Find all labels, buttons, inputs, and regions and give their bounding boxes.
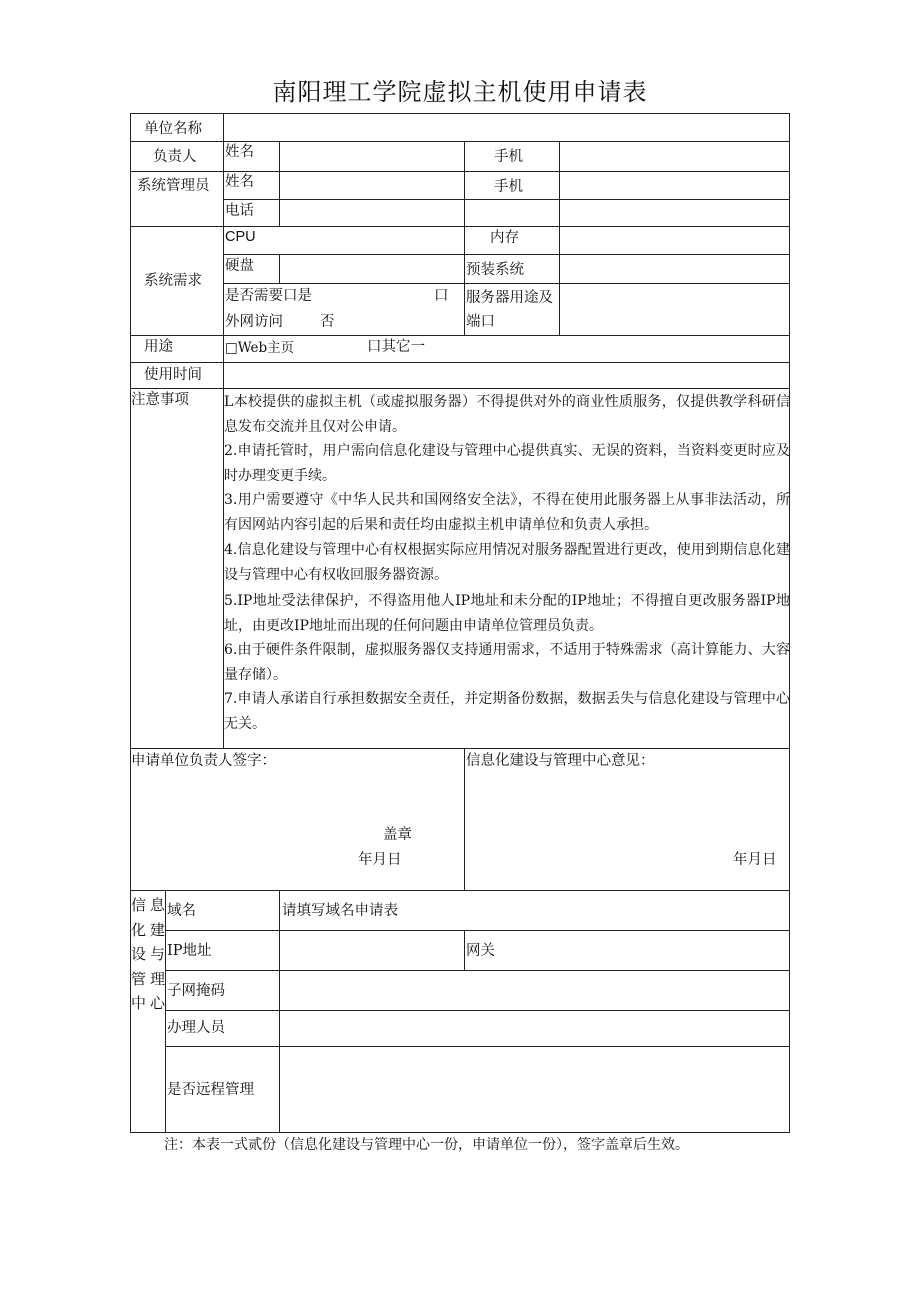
label-domain: 域名: [167, 903, 196, 919]
field-applicant-sign[interactable]: [131, 770, 463, 888]
label-applicant-sign: 申请单位负责人签字：: [131, 753, 276, 769]
note-item: 7.申请人承诺自行承担数据安全责任，并定期备份数据，数据丢失与信息化建设与管理中心无关。: [224, 691, 790, 732]
label-sys-req: 系统需求: [144, 273, 202, 289]
label-remote-management: 是否远程管理: [167, 1082, 254, 1098]
label-responsible: 负责人: [153, 149, 197, 165]
label-phone: 电话: [225, 203, 254, 219]
page-title: 南阳理工学院虚拟主机使用申请表: [272, 78, 648, 106]
label-stamp: 盖章: [383, 827, 412, 843]
option-need-no: 否: [320, 314, 335, 330]
field-subnet-mask[interactable]: [280, 971, 789, 1010]
field-disk[interactable]: [280, 255, 464, 283]
note-item: 3.用户需要遵守《中华人民共和国网络安全法》，不得在使用此服务器上从事非法活动，所有因网站内容引起的后果和责任均由虚拟主机申请单位和负责人承担。: [224, 492, 790, 533]
label-name: 姓名: [225, 144, 254, 160]
field-handler[interactable]: [280, 1011, 789, 1046]
label-unit-name: 单位名称: [144, 121, 202, 137]
field-unit-name[interactable]: [224, 114, 789, 141]
note-item: 4.信息化建设与管理中心有权根据实际应用情况对服务器配置进行更改，使用到期信息化建设与管理中心有权收回服务器资源。: [224, 542, 790, 583]
note-item: L本校提供的虚拟主机（或虚拟服务器）不得提供对外的商业性质服务，仅提供教学科研信息发布交流并且仅对公申请。: [224, 394, 790, 435]
label-date-right: 年月日: [733, 852, 777, 868]
field-admin-phone[interactable]: [280, 200, 464, 226]
row-line: [130, 335, 790, 336]
field-server-use[interactable]: [560, 284, 789, 335]
field-remote-management[interactable]: [280, 1047, 789, 1132]
label-mobile: 手机: [494, 149, 523, 165]
col-line: [165, 890, 166, 1132]
note-item: 5.IP地址受法律保护，不得盗用他人IP地址和未分配的IP地址；不得擅自更改服务器IP地址，由更改IP地址而出现的任何问题由申请单位管理员负责。: [224, 593, 790, 634]
option-need-yes[interactable]: 是否需要口是: [225, 288, 312, 304]
col-line: [464, 141, 465, 335]
label-usage: 用途: [144, 339, 173, 355]
label-memory: 内存: [490, 230, 519, 246]
label-date-left: 年月日: [358, 852, 402, 868]
label-handler: 办理人员: [167, 1020, 225, 1036]
col-line: [464, 748, 465, 890]
field-memory[interactable]: [560, 227, 789, 254]
field-use-time[interactable]: [224, 363, 789, 388]
label-notes: 注意事项: [131, 392, 189, 408]
field-center-opinion[interactable]: [466, 770, 788, 888]
note-item: 2.申请托管时，用户需向信息化建设与管理中心提供真实、无误的资料，当资料变更时应及时办理变更手续。: [224, 443, 790, 484]
label-name: 姓名: [225, 174, 254, 190]
label-sys-admin: 系统管理员: [137, 178, 210, 194]
row-line: [130, 890, 790, 891]
label-preinstall: 预装系统: [466, 262, 524, 278]
row-line: [130, 388, 790, 389]
option-other[interactable]: 口其它一: [367, 339, 425, 355]
label-center-opinion: 信息化建设与管理中心意见：: [466, 753, 655, 769]
option-need-box[interactable]: 口: [434, 288, 449, 304]
label-external-access: 外网访问: [225, 314, 283, 330]
note-item: 6.由于硬件条件限制，虚拟服务器仅支持通用需求，不适用于特殊需求（高计算能力、大容量存储）。: [224, 642, 790, 683]
option-web-homepage[interactable]: □Web主页: [225, 340, 295, 356]
label-disk: 硬盘: [225, 258, 254, 274]
field-cpu[interactable]: [280, 227, 464, 254]
label-cpu: CPU: [225, 229, 256, 245]
label-center-section: 信息化建设与管理中心: [131, 896, 165, 1012]
label-mobile: 手机: [494, 179, 523, 195]
field-gateway[interactable]: [497, 931, 789, 970]
label-subnet-mask: 子网掩码: [167, 983, 225, 999]
field-admin-mobile[interactable]: [560, 172, 789, 199]
field-ip-address[interactable]: [280, 931, 464, 970]
field-responsible-mobile[interactable]: [560, 142, 789, 171]
label-use-time: 使用时间: [144, 367, 202, 383]
field-preinstall[interactable]: [560, 255, 789, 283]
border-bottom: [130, 1132, 790, 1133]
field-domain[interactable]: 请填写域名申请表: [282, 903, 398, 919]
label-server-use: 服务器用途及: [466, 290, 553, 306]
footnote: 注：本表一式贰份（信息化建设与管理中心一份，申请单位一份），签字盖章后生效。: [164, 1137, 689, 1153]
label-ip-address: IP地址: [167, 943, 212, 959]
col-line: [464, 930, 465, 970]
row-line: [130, 748, 790, 749]
label-server-port: 端口: [466, 314, 495, 330]
field-responsible-name[interactable]: [280, 142, 464, 171]
field-admin-name[interactable]: [280, 172, 464, 199]
label-gateway: 网关: [466, 943, 495, 959]
